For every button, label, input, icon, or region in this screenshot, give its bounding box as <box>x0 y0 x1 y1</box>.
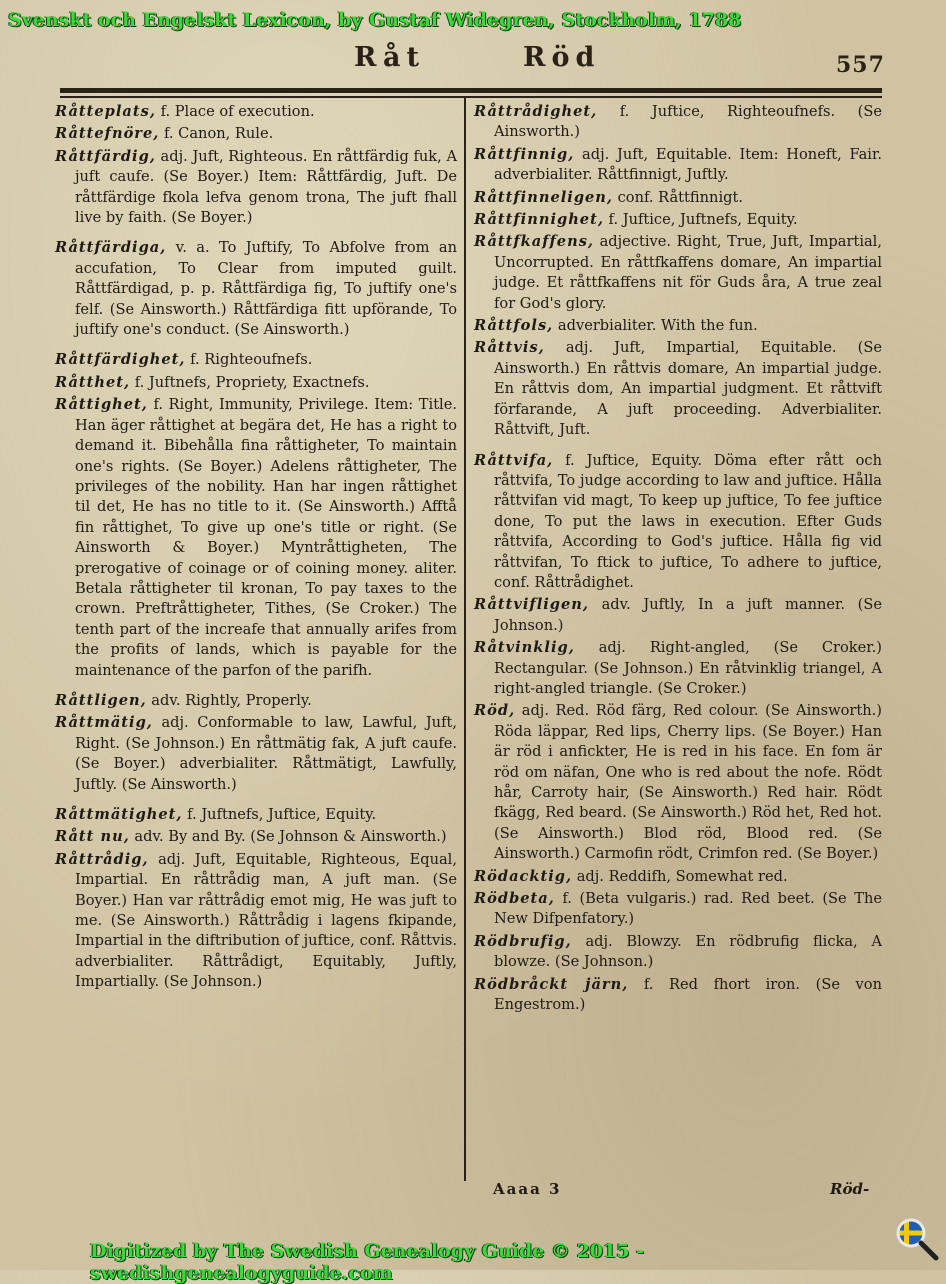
dictionary-entry: Råttvifa, f. Juftice, Equity. Döma efter rått och råttvifa, To judge according to law and juftice. Hålla råttvifan vid magt, To keep up juftice, To fee juftice done, To put the laws in execution. Efter Guds råttvifa, According to God's juftice. Hålla fig vid råttvifan, To ftick to juftice, To adhere to juftice, conf. Råttrådighet. <box>474 451 882 591</box>
header-rule <box>60 88 882 93</box>
dictionary-entry: Råttfinnighet, f. Juftice, Juftnefs, Equity. <box>474 211 798 229</box>
right-column <box>474 102 882 1017</box>
dictionary-entry: Rått nu, adv. By and By. (Se Johnson & Ainsworth.) <box>55 828 447 846</box>
digitized-credit: Digitized by The Swedish Genealogy Guide © 2015 - swedishgenealogyguide.com <box>90 1240 644 1284</box>
dictionary-entry: Råttfinneligen, conf. Råttfinnigt. <box>474 188 743 206</box>
dictionary-entry: Råttmätighet, f. Juftnefs, Juftice, Equity. <box>55 806 377 823</box>
dictionary-entry: Rödbrufig, adj. Blowzy. En rödbrufig flicka, A blowze. (Se Johnson.) <box>474 932 882 971</box>
dictionary-entry: Råttfärdiga, v. a. To Juftify, To Abfolve from an accufation, To Clear from imputed guilt. Råttfärdigad, p. p. Råttfärdiga fig, To juftify one's felf. (Se Ainsworth.) Råttfärdiga fitt upförande, To juftify one's conduct. (Se Ainsworth.) <box>55 239 457 339</box>
dictionary-entry: Råtteplats, f. Place of execution. <box>55 103 315 120</box>
dictionary-entry: Råttfinnig, adj. Juft, Equitable. Item: Honeft, Fair. adverbialiter. Råttfinnigt, Juftly. <box>474 145 882 184</box>
header-right-word: Röd <box>523 42 601 73</box>
header-rule-thin <box>60 96 882 98</box>
dictionary-entry: Råttmätig, adj. Conformable to law, Lawful, Juft, Right. (Se Johnson.) En råttmätig fak, A juft caufe. (Se Boyer.) adverbialiter. Råttmätigt, Lawfully, Juftly. (Se Ainsworth.) <box>55 714 457 793</box>
dictionary-entry: Råttfols, adverbialiter. With the fun. <box>474 317 758 335</box>
catchword: Röd- <box>830 1180 870 1198</box>
page-number: 557 <box>836 52 885 78</box>
dictionary-entry: Råttvifligen, adv. Juftly, In a juft manner. (Se Johnson.) <box>474 596 882 634</box>
dictionary-entry: Råttfärdighet, f. Righteoufnefs. <box>55 351 313 369</box>
column-divider <box>464 96 466 1181</box>
signature-mark: Aaaa 3 <box>493 1180 562 1198</box>
dictionary-entry: Råttefnöre, f. Canon, Rule. <box>55 125 274 143</box>
dictionary-entry: Rödacktig, adj. Reddifh, Somewhat red. <box>474 867 788 885</box>
page-banner-title: Svenskt och Engelskt Lexicon, by Gustaf Widegren, Stockholm, 1788 <box>8 9 742 31</box>
dictionary-entry: Rödbeta, f. (Beta vulgaris.) rad. Red beet. (Se The New Difpenfatory.) <box>474 890 882 928</box>
dictionary-entry: Röd, adj. Red. Röd färg, Red colour. (Se Ainsworth.) Röda läppar, Red lips, Cherry lips. (Se Boyer.) Han är röd i anfickter, He is red in his face. En fom är röd om näfan, One who is red about the nofe. Rödt hår, Carroty hair, (Se Ainsworth.) Red hair. Rödt fkägg, Red beard. (Se Ainsworth.) Röd het, Red hot. (Se Ainsworth.) Blod röd, Blood red. (Se Ainsworth.) Carmofin rödt, Crimfon red. (Se Boyer.) <box>474 702 882 863</box>
swedish-flag-magnifier-icon <box>894 1216 940 1262</box>
dictionary-entry: Råtthet, f. Juftnefs, Propriety, Exactnefs. <box>55 373 370 391</box>
dictionary-entry: Råttrådighet, f. Juftice, Righteoufnefs. (Se Ainsworth.) <box>474 103 882 141</box>
header-left-word: Råt <box>354 42 426 73</box>
dictionary-entry: Råttrådig, adj. Juft, Equitable, Righteous, Equal, Impartial. En råttrådig man, A juft man. (Se Boyer.) Han var råttrådig emot mig, He was juft to me. (Se Ainsworth.) Råttrådig i lagens fkipande, Impartial in the diftribution of juftice, conf. Råttvis. adverbialiter. Råttrådigt, Equitably, Juftly, Impartially. (Se Johnson.) <box>55 850 457 991</box>
dictionary-entry: Råttligen, adv. Rightly, Properly. <box>55 691 312 709</box>
dictionary-entry: Råttfärdig, adj. Juft, Righteous. En råttfärdig fuk, A juft caufe. (Se Boyer.) Item: Råttfärdig, Juft. De råttfärdige fkola lefva genom trona, The juft fhall live by faith. (Se Boyer.) <box>55 147 457 227</box>
dictionary-entry: Råtvinklig, adj. Right-angled, (Se Croker.) Rectangular. (Se Johnson.) En råtvinklig triangel, A right-angled triangle. (Se Croker.) <box>474 639 882 697</box>
dictionary-entry: Rödbråckt järn, f. Red fhort iron. (Se von Engestrom.) <box>474 975 882 1014</box>
dictionary-entry: Råttfkaffens, adjective. Right, True, Juft, Impartial, Uncorrupted. En råttfkaffens domare, An impartial judge. Et råttfkaffens nit för Guds åra, A true zeal for God's glory. <box>474 233 882 312</box>
dictionary-entry: Råttvis, adj. Juft, Impartial, Equitable. (Se Ainsworth.) En råttvis domare, An impartial judge. En råttvis dom, An impartial judgment. Et råttvift förfarande, A juft proceeding. Adverbialiter. Råttvift, Juft. <box>474 339 882 439</box>
dictionary-entry: Råttighet, f. Right, Immunity, Privilege. Item: Title. Han äger råttighet at begära det, He has a right to demand it. Bibehålla fina råttigheter, To maintain one's rights. (Se Boyer.) Adelens råttigheter, The privileges of the nobility. Han har ingen råttighet til det, He has no title to it. (Se Ainsworth.) Afftå fin råttighet, To give up one's title or right. (Se Ainsworth & Boyer.) Myntråttigheten, The prerogative of coinage or of coining money. aliter. Betala råttigheter til kronan, To pay taxes to the crown. Preftråttigheter, Tithes, (Se Croker.) The tenth part of the increafe that annually arifes from the profits of lands, which is payable for the maintenance of the parfon of the parifh. <box>55 396 457 679</box>
left-column <box>55 102 457 995</box>
